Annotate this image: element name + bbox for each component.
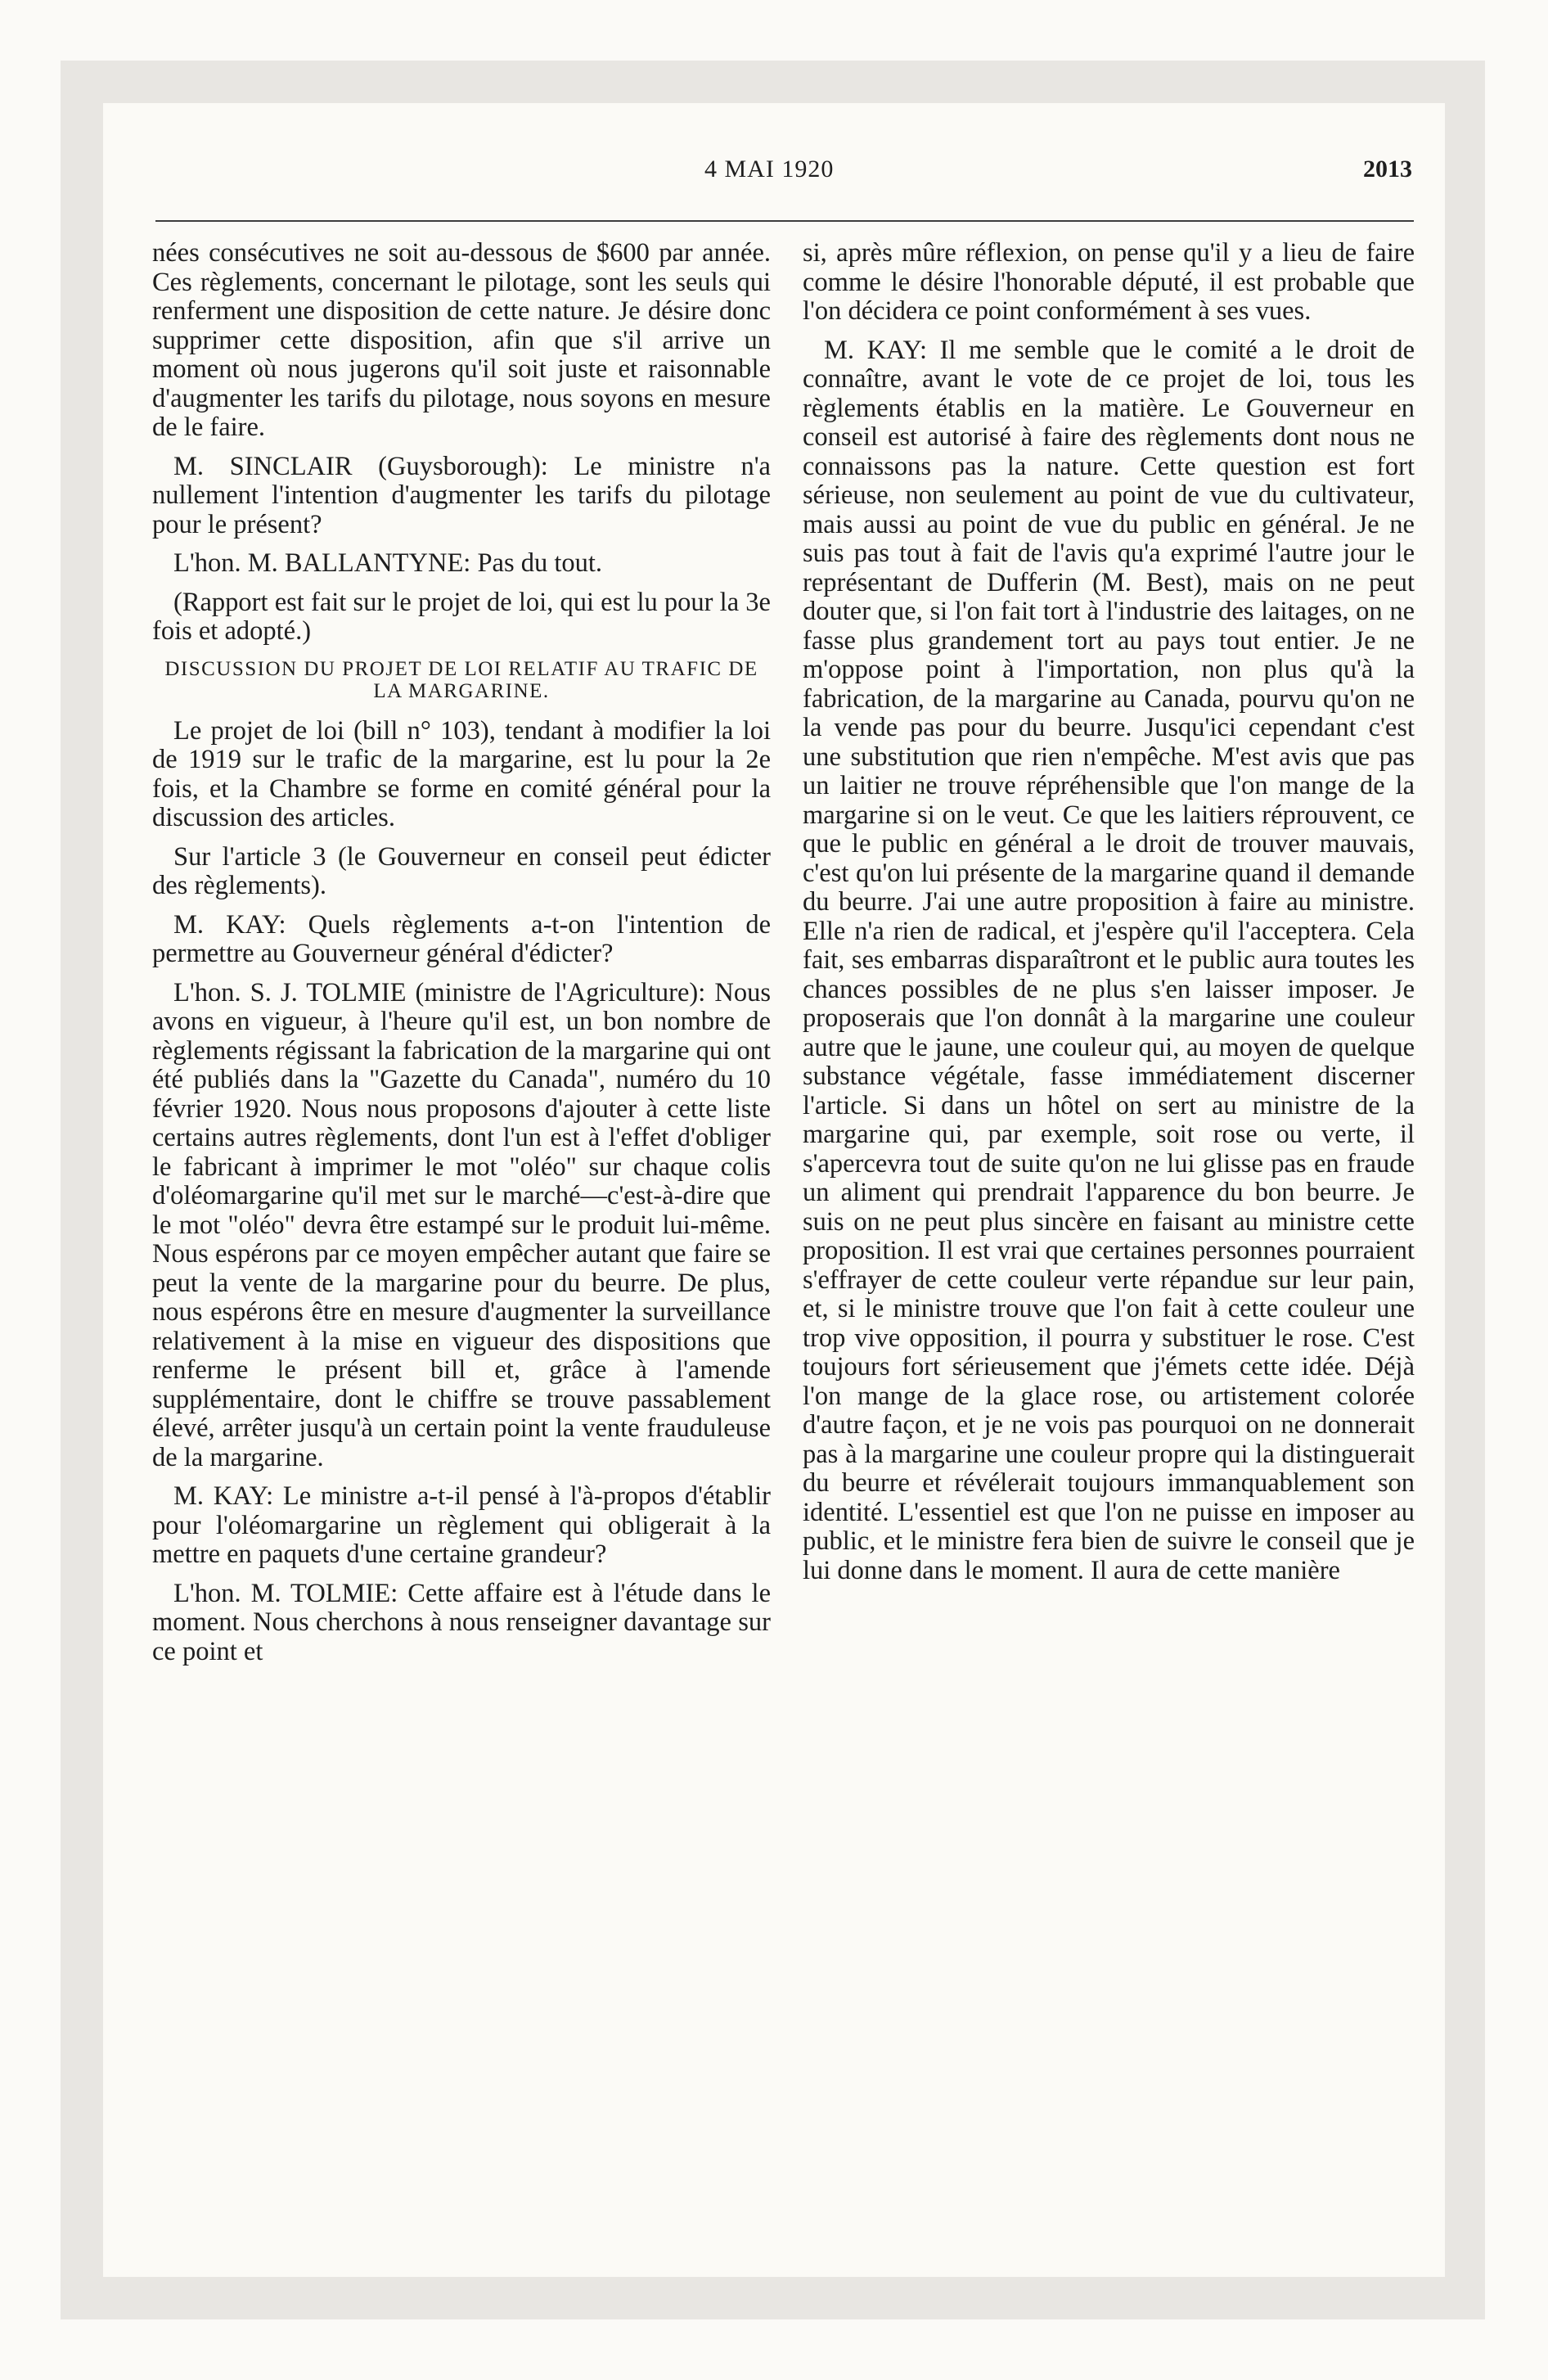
paragraph: M. KAY: Il me semble que le comité a le droit de connaître, avant le vote de ce projet de loi, tous les règlements établis en la matière. Le Gouverneur en conseil est autorisé à faire des règlements dont nous ne connaissons pas la nature. Cette question est fort sérieuse, non seulement au point de vue du cultivateur, mais aussi au point de vue du public en général. Je ne suis pas tout à fait de l'avis qu'a exprimé l'autre jour le représentant de Dufferin (M. Best), mais on ne peut douter que, si l'on fait tort à l'industrie des laitages, on ne fasse plus grandement tort au pays tout entier. Je ne m'oppose point à l'importation, non plus qu'à la fabrication, de la margarine au Canada, pourvu qu'on ne la vende pas pour du beurre. Jusqu'ici cependant c'est une substitution que rien n'empêche. M'est avis que pas un laitier ne trouve répréhensible que l'on mange de la margarine si on le veut. Ce que les laitiers réprouvent, ce que le public en général a le droit de trouver mauvais, c'est qu'on lui présente de la margarine quand il demande du beurre. J'ai une autre proposition à faire au ministre. Elle n'a rien de radical, et j'espère qu'il l'acceptera. Cela fait, ses embarras disparaîtront et le public aura toutes les chances possibles de ne plus s'en laisser imposer. Je proposerais que l'on donnât à la margarine une couleur autre que le jaune, une couleur qui, au moyen de quelque substance végétale, fasse immédiatement discerner l'article. Si dans un hôtel on sert au ministre de la margarine qui, par exemple, soit rose ou verte, il s'apercevra tout de suite qu'on ne lui glisse pas en fraude un aliment qui prendrait l'apparence du bon beurre. Je suis on ne peut plus sincère en faisant au ministre cette proposition. Il est vrai que certaines personnes pourraient s'effrayer de cette couleur verte répandue sur leur pain, et, si le ministre trouve que l'on fait à cette couleur une trop vive opposition, il pourra y substituer le rose. C'est toujours fort sérieusement que j'émets cette idée. Déjà l'on mange de la glace rose, ou artistement colorée d'autre façon, et je ne vois pas pourquoi on ne donnerait pas à la margarine une couleur propre qui la distinguerait du beurre et révélerait toujours immanquablement son identité. L'essentiel est que l'on ne puisse en imposer au public, et le ministre fera bien de suivre le conseil que je lui donne dans le moment. Il aura de cette manière — [803, 335, 1415, 1585]
paragraph: Sur l'article 3 (le Gouverneur en conseil peut édicter des règlements). — [152, 841, 771, 900]
paragraph: M. KAY: Quels règlements a-t-on l'intention de permettre au Gouverneur général d'édicter? — [152, 909, 771, 968]
header-rule — [155, 220, 1414, 222]
paragraph: (Rapport est fait sur le projet de loi, qui est lu pour la 3e fois et adopté.) — [152, 587, 771, 646]
paragraph: L'hon. M. TOLMIE: Cette affaire est à l'étude dans le moment. Nous cherchons à nous renseigner davantage sur ce point et — [152, 1578, 771, 1666]
paragraph: Le projet de loi (bill n° 103), tendant à modifier la loi de 1919 sur le trafic de la margarine, est lu pour la 2e fois, et la Chambre se forme en comité général pour la discussion des articles. — [152, 715, 771, 832]
page — [103, 103, 1445, 2277]
paragraph-continued: nées consécutives ne soit au-dessous de $600 par année. Ces règlements, concernant le pilotage, sont les seuls qui renferment une disposition de cette nature. Je désire donc supprimer cette disposition, afin que s'il arrive un moment où nous jugerons qu'il soit juste et raisonnable d'augmenter les tarifs du pilotage, nous soyons en mesure de le faire. — [152, 238, 771, 442]
page-number: 2013 — [1363, 156, 1412, 183]
section-heading: DISCUSSION DU PROJET DE LOI RELATIF AU TRAFIC DE LA MARGARINE. — [164, 657, 758, 702]
paragraph: L'hon. S. J. TOLMIE (ministre de l'Agriculture): Nous avons en vigueur, à l'heure qu'il est, un bon nombre de règlements régissant la fabrication de la margarine qui ont été publiés dans la "Gazette du Canada", numéro du 10 février 1920. Nous nous proposons d'ajouter à cette liste certains autres règlements, dont l'un est à l'effet d'obliger le fabricant à imprimer le mot "oléo" sur chaque colis d'oléomargarine qu'il met sur le marché—c'est-à-dire que le mot "oléo" devra être estampé sur le produit lui-même. Nous espérons par ce moyen empêcher autant que faire se peut la vente de la margarine pour du beurre. De plus, nous espérons être en mesure d'augmenter la surveillance relativement à la mise en vigueur des dispositions que renferme le présent bill et, grâce à l'amende supplémentaire, dont le chiffre se trouve passablement élevé, arrêter jusqu'à un certain point la vente frauduleuse de la margarine. — [152, 977, 771, 1472]
page-header — [103, 103, 1445, 201]
paragraph: M. KAY: Le ministre a-t-il pensé à l'à-propos d'établir pour l'oléomargarine un règlement qui obligerait à la mettre en paquets d'une certaine grandeur? — [152, 1481, 771, 1569]
paragraph-continued: si, après mûre réflexion, on pense qu'il y a lieu de faire comme le désire l'honorable député, il est probable que l'on décidera ce point conformément à ses vues. — [803, 238, 1415, 326]
page-date: 4 MAI 1920 — [704, 156, 835, 183]
right-column — [803, 239, 1415, 1595]
paragraph: M. SINCLAIR (Guysborough): Le ministre n'a nullement l'intention d'augmenter les tarifs du pilotage pour le présent? — [152, 451, 771, 539]
left-column — [152, 239, 771, 1676]
paragraph: L'hon. M. BALLANTYNE: Pas du tout. — [173, 548, 603, 578]
